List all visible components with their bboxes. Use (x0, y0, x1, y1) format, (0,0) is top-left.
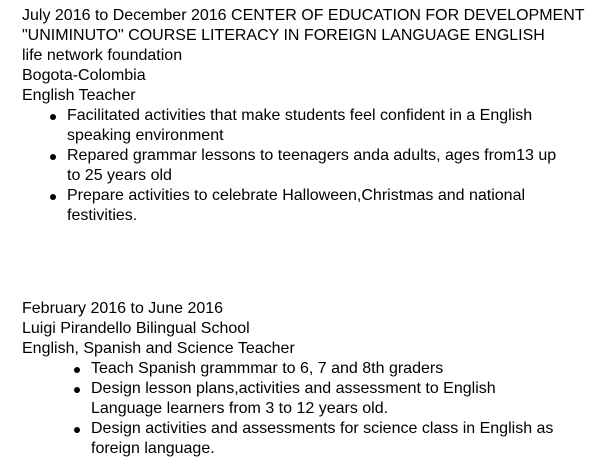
duty-text: Teach Spanish grammmar to 6, 7 and 8th graders (91, 360, 444, 377)
course-title: "UNIMINUTO" COURSE LITERACY IN FOREIGN LANGUAGE ENGLISH (22, 27, 545, 44)
job-role: English, Spanish and Science Teacher (22, 340, 295, 357)
bullet-icon (50, 154, 56, 160)
organization-name: life network foundation (22, 47, 183, 64)
bullet-icon (50, 114, 56, 120)
list-item (22, 379, 592, 419)
job-entry-center-of-education (22, 6, 592, 226)
job-entry-luigi-pirandello (22, 299, 592, 459)
job-location: Bogota-Colombia (22, 67, 146, 84)
job-duties-list (22, 106, 592, 226)
job-dates-and-employer: July 2016 to December 2016 CENTER OF EDUCATION FOR DEVELOPMENT (22, 7, 585, 24)
bullet-icon (74, 387, 80, 393)
job-role: English Teacher (22, 87, 136, 104)
list-item (22, 106, 592, 146)
employer-name: Luigi Pirandello Bilingual School (22, 320, 250, 337)
duty-text: Design activities and assessments for science class in English as foreign language. (91, 420, 554, 457)
list-item (22, 186, 592, 226)
duty-text: Prepare activities to celebrate Halloween,Christmas and national festivities. (67, 187, 526, 224)
bullet-icon (74, 367, 80, 373)
job-duties-list (22, 359, 592, 459)
duty-text: Repared grammar lessons to teenagers anda adults, ages from13 up to 25 years old (67, 147, 557, 184)
list-item (22, 419, 592, 459)
bullet-icon (74, 427, 80, 433)
list-item (22, 146, 592, 186)
bullet-icon (50, 194, 56, 200)
duty-text: Facilitated activities that make students feel confident in a English speaking environment (67, 107, 533, 144)
job-dates: February 2016 to June 2016 (22, 300, 224, 317)
duty-text: Design lesson plans,activities and assessment to English Language learners from 3 to 12 years old. (91, 380, 496, 417)
list-item (22, 359, 592, 379)
